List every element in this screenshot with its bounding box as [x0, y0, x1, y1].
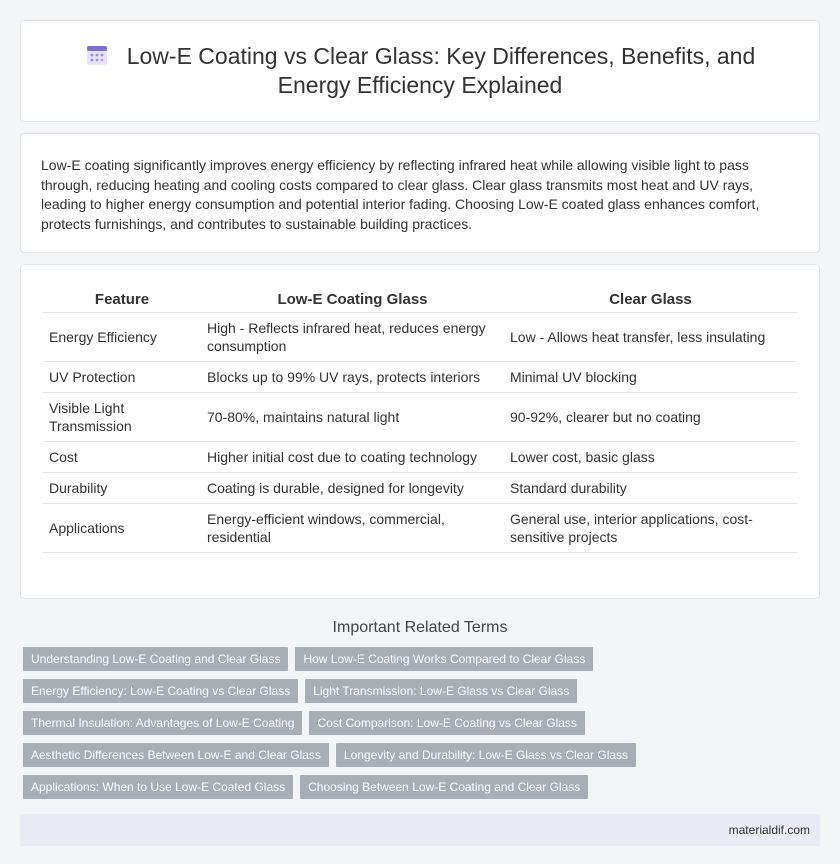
- cell-feature: Energy Efficiency: [43, 313, 201, 362]
- cell-low-e: Higher initial cost due to coating technology: [201, 442, 504, 473]
- cell-feature: Durability: [43, 473, 201, 504]
- table-row: [43, 362, 797, 393]
- cell-clear: Minimal UV blocking: [504, 362, 797, 393]
- page-title: [61, 42, 779, 100]
- tag-link[interactable]: Cost Comparison: Low-E Coating vs Clear Glass: [309, 711, 584, 735]
- cell-feature: Cost: [43, 442, 201, 473]
- tag-link[interactable]: Choosing Between Low-E Coating and Clear Glass: [300, 775, 588, 799]
- cell-feature: Applications: [43, 504, 201, 553]
- cell-clear: 90-92%, clearer but no coating: [504, 393, 797, 442]
- cell-feature: UV Protection: [43, 362, 201, 393]
- cell-low-e: High - Reflects infrared heat, reduces energy consumption: [201, 313, 504, 362]
- cell-low-e: 70-80%, maintains natural light: [201, 393, 504, 442]
- comparison-card: [20, 264, 820, 599]
- table-row: [43, 442, 797, 473]
- intro-card: [20, 133, 820, 253]
- header-clear: Clear Glass: [504, 285, 797, 313]
- tag-list: [0, 647, 840, 799]
- table-row: [43, 393, 797, 442]
- tag-link[interactable]: How Low-E Coating Works Compared to Clear Glass: [295, 647, 593, 671]
- intro-text: Low-E coating significantly improves energy efficiency by reflecting infrared heat while allowing visible light to pass through, reducing heating and cooling costs compared to clear glass. Clear glass transmits most heat and UV rays, leading to higher energy consumption and potential interior fading. Choosing Low-E coated glass enhances comfort, protects furnishings, and contributes to sustainable building practices.: [41, 157, 760, 232]
- footer-site[interactable]: materialdif.com: [728, 823, 810, 837]
- header-low-e: Low-E Coating Glass: [201, 285, 504, 313]
- cell-low-e: Blocks up to 99% UV rays, protects interiors: [201, 362, 504, 393]
- related-terms-heading: Important Related Terms: [332, 619, 508, 636]
- cell-low-e: Coating is durable, designed for longevity: [201, 473, 504, 504]
- table-header-row: [43, 285, 797, 313]
- cell-clear: Low - Allows heat transfer, less insulating: [504, 313, 797, 362]
- table-row: [43, 313, 797, 362]
- tag-link[interactable]: Light Transmission: Low-E Glass vs Clear Glass: [305, 679, 577, 703]
- tag-link[interactable]: Thermal Insulation: Advantages of Low-E Coating: [23, 711, 302, 735]
- tag-link[interactable]: Applications: When to Use Low-E Coated Glass: [23, 775, 293, 799]
- tag-link[interactable]: Understanding Low-E Coating and Clear Glass: [23, 647, 288, 671]
- footer: [20, 814, 820, 846]
- table-row: [43, 473, 797, 504]
- related-terms-section: [0, 619, 840, 799]
- tag-link[interactable]: Energy Efficiency: Low-E Coating vs Clear Glass: [23, 679, 298, 703]
- tag-link[interactable]: Aesthetic Differences Between Low-E and Clear Glass: [23, 743, 329, 767]
- comparison-table: [43, 285, 797, 553]
- page-title-text: Low-E Coating vs Clear Glass: Key Differences, Benefits, and Energy Efficiency Explained: [126, 43, 756, 98]
- title-card: [20, 20, 820, 122]
- cell-low-e: Energy-efficient windows, commercial, residential: [201, 504, 504, 553]
- table-row: [43, 504, 797, 553]
- header-feature: Feature: [43, 285, 201, 313]
- cell-feature: Visible Light Transmission: [43, 393, 201, 442]
- cell-clear: General use, interior applications, cost-sensitive projects: [504, 504, 797, 553]
- calendar-icon: [85, 43, 109, 67]
- cell-clear: Standard durability: [504, 473, 797, 504]
- tag-link[interactable]: Longevity and Durability: Low-E Glass vs Clear Glass: [336, 743, 636, 767]
- cell-clear: Lower cost, basic glass: [504, 442, 797, 473]
